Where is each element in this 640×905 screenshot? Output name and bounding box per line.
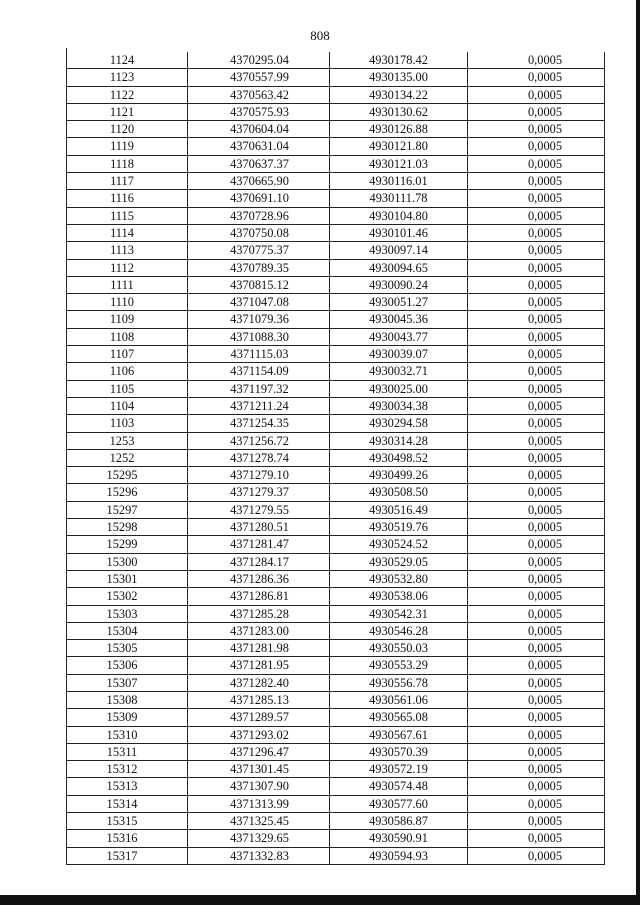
x-coordinate-cell: 4371088.30 — [188, 328, 330, 345]
precision-cell: 0,0005 — [468, 847, 605, 864]
table-row — [67, 294, 605, 311]
precision-cell: 0,0005 — [468, 536, 605, 553]
point-id-cell: 15301 — [67, 570, 188, 587]
point-id-cell: 1109 — [67, 311, 188, 328]
x-coordinate-cell: 4371289.57 — [188, 709, 330, 726]
point-id-cell: 1253 — [67, 432, 188, 449]
precision-cell: 0,0005 — [468, 691, 605, 708]
point-id-cell: 1124 — [67, 52, 188, 69]
scan-edge-bottom — [0, 895, 640, 905]
precision-cell: 0,0005 — [468, 207, 605, 224]
y-coordinate-cell: 4930565.08 — [330, 709, 468, 726]
point-id-cell: 15311 — [67, 743, 188, 760]
point-id-cell: 1110 — [67, 294, 188, 311]
table-row — [67, 657, 605, 674]
y-coordinate-cell: 4930572.19 — [330, 761, 468, 778]
table-row — [67, 761, 605, 778]
precision-cell: 0,0005 — [468, 363, 605, 380]
point-id-cell: 15302 — [67, 588, 188, 605]
x-coordinate-cell: 4371307.90 — [188, 778, 330, 795]
x-coordinate-cell: 4371285.13 — [188, 691, 330, 708]
x-coordinate-cell: 4370728.96 — [188, 207, 330, 224]
table-row — [67, 605, 605, 622]
precision-cell: 0,0005 — [468, 432, 605, 449]
table-row — [67, 311, 605, 328]
table-row — [67, 432, 605, 449]
y-coordinate-cell: 4930553.29 — [330, 657, 468, 674]
point-id-cell: 15303 — [67, 605, 188, 622]
precision-cell: 0,0005 — [468, 622, 605, 639]
y-coordinate-cell: 4930519.76 — [330, 519, 468, 536]
point-id-cell: 1120 — [67, 121, 188, 138]
table-row — [67, 813, 605, 830]
y-coordinate-cell: 4930524.52 — [330, 536, 468, 553]
y-coordinate-cell: 4930104.80 — [330, 207, 468, 224]
y-coordinate-cell: 4930121.80 — [330, 138, 468, 155]
y-coordinate-cell: 4930025.00 — [330, 380, 468, 397]
point-id-cell: 15296 — [67, 484, 188, 501]
x-coordinate-cell: 4370691.10 — [188, 190, 330, 207]
table-row — [67, 103, 605, 120]
point-id-cell: 1121 — [67, 103, 188, 120]
point-id-cell: 15299 — [67, 536, 188, 553]
x-coordinate-cell: 4371197.32 — [188, 380, 330, 397]
x-coordinate-cell: 4370665.90 — [188, 173, 330, 190]
y-coordinate-cell: 4930134.22 — [330, 86, 468, 103]
y-coordinate-cell: 4930498.52 — [330, 449, 468, 466]
y-coordinate-cell: 4930546.28 — [330, 622, 468, 639]
point-id-cell: 1112 — [67, 259, 188, 276]
precision-cell: 0,0005 — [468, 52, 605, 69]
x-coordinate-cell: 4370575.93 — [188, 103, 330, 120]
x-coordinate-cell: 4371115.03 — [188, 346, 330, 363]
x-coordinate-cell: 4370604.04 — [188, 121, 330, 138]
precision-cell: 0,0005 — [468, 570, 605, 587]
x-coordinate-cell: 4371282.40 — [188, 674, 330, 691]
x-coordinate-cell: 4371280.51 — [188, 519, 330, 536]
point-id-cell: 15304 — [67, 622, 188, 639]
precision-cell: 0,0005 — [468, 190, 605, 207]
point-id-cell: 15317 — [67, 847, 188, 864]
x-coordinate-cell: 4370557.99 — [188, 69, 330, 86]
coordinates-table — [66, 52, 605, 865]
precision-cell: 0,0005 — [468, 501, 605, 518]
table-row — [67, 173, 605, 190]
table-row — [67, 121, 605, 138]
point-id-cell: 1117 — [67, 173, 188, 190]
precision-cell: 0,0005 — [468, 674, 605, 691]
x-coordinate-cell: 4370775.37 — [188, 242, 330, 259]
table-row — [67, 69, 605, 86]
point-id-cell: 15314 — [67, 795, 188, 812]
precision-cell: 0,0005 — [468, 588, 605, 605]
x-coordinate-cell: 4370750.08 — [188, 224, 330, 241]
precision-cell: 0,0005 — [468, 795, 605, 812]
page-number: 808 — [310, 28, 330, 43]
x-coordinate-cell: 4371286.36 — [188, 570, 330, 587]
x-coordinate-cell: 4371154.09 — [188, 363, 330, 380]
x-coordinate-cell: 4371281.98 — [188, 640, 330, 657]
table-row — [67, 691, 605, 708]
y-coordinate-cell: 4930094.65 — [330, 259, 468, 276]
x-coordinate-cell: 4371047.08 — [188, 294, 330, 311]
y-coordinate-cell: 4930508.50 — [330, 484, 468, 501]
point-id-cell: 1115 — [67, 207, 188, 224]
point-id-cell: 15315 — [67, 813, 188, 830]
coordinates-table-body — [67, 52, 605, 864]
x-coordinate-cell: 4371254.35 — [188, 415, 330, 432]
table-row — [67, 449, 605, 466]
y-coordinate-cell: 4930550.03 — [330, 640, 468, 657]
y-coordinate-cell: 4930051.27 — [330, 294, 468, 311]
y-coordinate-cell: 4930090.24 — [330, 276, 468, 293]
x-coordinate-cell: 4371079.36 — [188, 311, 330, 328]
x-coordinate-cell: 4370631.04 — [188, 138, 330, 155]
table-row — [67, 346, 605, 363]
table-row — [67, 242, 605, 259]
x-coordinate-cell: 4370815.12 — [188, 276, 330, 293]
scan-edge-right — [636, 0, 640, 905]
table-row — [67, 467, 605, 484]
table-row — [67, 588, 605, 605]
table-row — [67, 207, 605, 224]
precision-cell: 0,0005 — [468, 311, 605, 328]
table-row — [67, 830, 605, 847]
precision-cell: 0,0005 — [468, 346, 605, 363]
point-id-cell: 1103 — [67, 415, 188, 432]
table-row — [67, 415, 605, 432]
point-id-cell: 15295 — [67, 467, 188, 484]
table-row — [67, 795, 605, 812]
table-row — [67, 570, 605, 587]
x-coordinate-cell: 4371281.47 — [188, 536, 330, 553]
point-id-cell: 1116 — [67, 190, 188, 207]
table-row — [67, 224, 605, 241]
precision-cell: 0,0005 — [468, 242, 605, 259]
y-coordinate-cell: 4930130.62 — [330, 103, 468, 120]
point-id-cell: 1108 — [67, 328, 188, 345]
y-coordinate-cell: 4930538.06 — [330, 588, 468, 605]
precision-cell: 0,0005 — [468, 761, 605, 778]
precision-cell: 0,0005 — [468, 259, 605, 276]
table-row — [67, 709, 605, 726]
precision-cell: 0,0005 — [468, 121, 605, 138]
y-coordinate-cell: 4930516.49 — [330, 501, 468, 518]
table-row — [67, 484, 605, 501]
x-coordinate-cell: 4371279.37 — [188, 484, 330, 501]
table-row — [67, 726, 605, 743]
precision-cell: 0,0005 — [468, 173, 605, 190]
x-coordinate-cell: 4371284.17 — [188, 553, 330, 570]
precision-cell: 0,0005 — [468, 69, 605, 86]
x-coordinate-cell: 4370789.35 — [188, 259, 330, 276]
precision-cell: 0,0005 — [468, 380, 605, 397]
y-coordinate-cell: 4930561.06 — [330, 691, 468, 708]
point-id-cell: 15310 — [67, 726, 188, 743]
x-coordinate-cell: 4371281.95 — [188, 657, 330, 674]
table-row — [67, 847, 605, 864]
y-coordinate-cell: 4930043.77 — [330, 328, 468, 345]
y-coordinate-cell: 4930314.28 — [330, 432, 468, 449]
precision-cell: 0,0005 — [468, 138, 605, 155]
point-id-cell: 1252 — [67, 449, 188, 466]
table-row — [67, 536, 605, 553]
y-coordinate-cell: 4930178.42 — [330, 52, 468, 69]
y-coordinate-cell: 4930032.71 — [330, 363, 468, 380]
point-id-cell: 15300 — [67, 553, 188, 570]
precision-cell: 0,0005 — [468, 778, 605, 795]
precision-cell: 0,0005 — [468, 467, 605, 484]
point-id-cell: 1118 — [67, 155, 188, 172]
table-row — [67, 397, 605, 414]
precision-cell: 0,0005 — [468, 155, 605, 172]
table-row — [67, 276, 605, 293]
y-coordinate-cell: 4930111.78 — [330, 190, 468, 207]
table-row — [67, 259, 605, 276]
y-coordinate-cell: 4930294.58 — [330, 415, 468, 432]
y-coordinate-cell: 4930594.93 — [330, 847, 468, 864]
y-coordinate-cell: 4930126.88 — [330, 121, 468, 138]
precision-cell: 0,0005 — [468, 276, 605, 293]
y-coordinate-cell: 4930116.01 — [330, 173, 468, 190]
y-coordinate-cell: 4930590.91 — [330, 830, 468, 847]
x-coordinate-cell: 4371301.45 — [188, 761, 330, 778]
y-coordinate-cell: 4930567.61 — [330, 726, 468, 743]
point-id-cell: 1122 — [67, 86, 188, 103]
y-coordinate-cell: 4930499.26 — [330, 467, 468, 484]
y-coordinate-cell: 4930556.78 — [330, 674, 468, 691]
precision-cell: 0,0005 — [468, 830, 605, 847]
y-coordinate-cell: 4930532.80 — [330, 570, 468, 587]
point-id-cell: 15306 — [67, 657, 188, 674]
precision-cell: 0,0005 — [468, 553, 605, 570]
x-coordinate-cell: 4371283.00 — [188, 622, 330, 639]
x-coordinate-cell: 4371279.10 — [188, 467, 330, 484]
y-coordinate-cell: 4930577.60 — [330, 795, 468, 812]
point-id-cell: 15307 — [67, 674, 188, 691]
precision-cell: 0,0005 — [468, 813, 605, 830]
precision-cell: 0,0005 — [468, 640, 605, 657]
point-id-cell: 15309 — [67, 709, 188, 726]
y-coordinate-cell: 4930101.46 — [330, 224, 468, 241]
y-coordinate-cell: 4930039.07 — [330, 346, 468, 363]
point-id-cell: 1111 — [67, 276, 188, 293]
table-row — [67, 674, 605, 691]
precision-cell: 0,0005 — [468, 415, 605, 432]
table-row — [67, 778, 605, 795]
point-id-cell: 1106 — [67, 363, 188, 380]
precision-cell: 0,0005 — [468, 743, 605, 760]
x-coordinate-cell: 4371286.81 — [188, 588, 330, 605]
precision-cell: 0,0005 — [468, 605, 605, 622]
table-row — [67, 743, 605, 760]
y-coordinate-cell: 4930542.31 — [330, 605, 468, 622]
table-row — [67, 155, 605, 172]
x-coordinate-cell: 4371278.74 — [188, 449, 330, 466]
point-id-cell: 1113 — [67, 242, 188, 259]
x-coordinate-cell: 4371332.83 — [188, 847, 330, 864]
point-id-cell: 15298 — [67, 519, 188, 536]
table-row — [67, 363, 605, 380]
point-id-cell: 1123 — [67, 69, 188, 86]
point-id-cell: 15308 — [67, 691, 188, 708]
precision-cell: 0,0005 — [468, 726, 605, 743]
x-coordinate-cell: 4371279.55 — [188, 501, 330, 518]
precision-cell: 0,0005 — [468, 709, 605, 726]
point-id-cell: 1119 — [67, 138, 188, 155]
y-coordinate-cell: 4930034.38 — [330, 397, 468, 414]
x-coordinate-cell: 4370637.37 — [188, 155, 330, 172]
precision-cell: 0,0005 — [468, 519, 605, 536]
y-coordinate-cell: 4930529.05 — [330, 553, 468, 570]
y-coordinate-cell: 4930121.03 — [330, 155, 468, 172]
x-coordinate-cell: 4371285.28 — [188, 605, 330, 622]
x-coordinate-cell: 4371293.02 — [188, 726, 330, 743]
precision-cell: 0,0005 — [468, 449, 605, 466]
x-coordinate-cell: 4371325.45 — [188, 813, 330, 830]
table-row — [67, 190, 605, 207]
precision-cell: 0,0005 — [468, 103, 605, 120]
table-row — [67, 380, 605, 397]
precision-cell: 0,0005 — [468, 294, 605, 311]
precision-cell: 0,0005 — [468, 397, 605, 414]
y-coordinate-cell: 4930570.39 — [330, 743, 468, 760]
table-row — [67, 553, 605, 570]
table-row — [67, 640, 605, 657]
precision-cell: 0,0005 — [468, 224, 605, 241]
table-row — [67, 52, 605, 69]
point-id-cell: 15305 — [67, 640, 188, 657]
precision-cell: 0,0005 — [468, 657, 605, 674]
table-row — [67, 519, 605, 536]
point-id-cell: 15313 — [67, 778, 188, 795]
x-coordinate-cell: 4371211.24 — [188, 397, 330, 414]
point-id-cell: 1104 — [67, 397, 188, 414]
table-row — [67, 138, 605, 155]
point-id-cell: 1114 — [67, 224, 188, 241]
y-coordinate-cell: 4930574.48 — [330, 778, 468, 795]
y-coordinate-cell: 4930097.14 — [330, 242, 468, 259]
y-coordinate-cell: 4930586.87 — [330, 813, 468, 830]
point-id-cell: 15297 — [67, 501, 188, 518]
point-id-cell: 1107 — [67, 346, 188, 363]
y-coordinate-cell: 4930135.00 — [330, 69, 468, 86]
x-coordinate-cell: 4371256.72 — [188, 432, 330, 449]
point-id-cell: 15312 — [67, 761, 188, 778]
precision-cell: 0,0005 — [468, 86, 605, 103]
precision-cell: 0,0005 — [468, 484, 605, 501]
table-row — [67, 501, 605, 518]
point-id-cell: 15316 — [67, 830, 188, 847]
y-coordinate-cell: 4930045.36 — [330, 311, 468, 328]
table-row — [67, 328, 605, 345]
x-coordinate-cell: 4371296.47 — [188, 743, 330, 760]
x-coordinate-cell: 4370563.42 — [188, 86, 330, 103]
x-coordinate-cell: 4370295.04 — [188, 52, 330, 69]
table-row — [67, 622, 605, 639]
point-id-cell: 1105 — [67, 380, 188, 397]
precision-cell: 0,0005 — [468, 328, 605, 345]
x-coordinate-cell: 4371329.65 — [188, 830, 330, 847]
table-row — [67, 86, 605, 103]
x-coordinate-cell: 4371313.99 — [188, 795, 330, 812]
